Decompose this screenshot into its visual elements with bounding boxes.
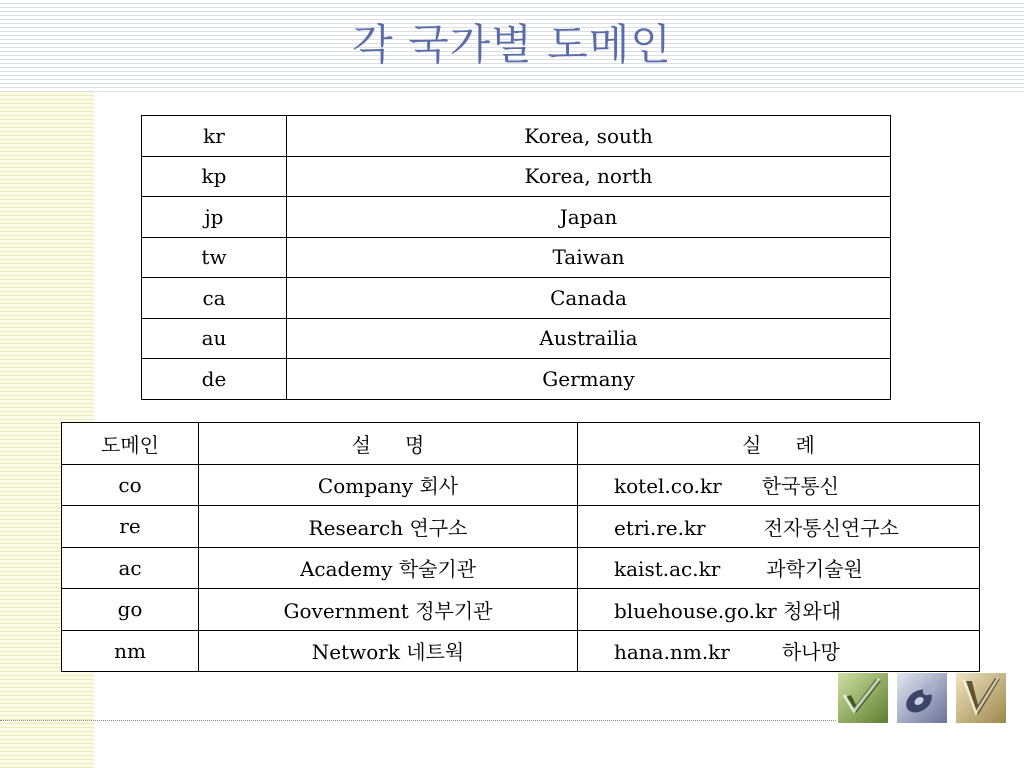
domain-code: nm [62,630,199,672]
domain-code: co [62,464,199,506]
country-code: kr [142,116,287,157]
desc-english: Academy [299,557,393,582]
example-domain: kaist.ac.kr [614,557,721,582]
domain-description [199,589,578,631]
table-row [142,197,891,238]
checkmark-tile-icon [838,673,888,723]
header-description [199,423,578,465]
domain-description [199,630,578,672]
country-code: au [142,318,287,359]
table-row [142,278,891,319]
domain-code: go [62,589,199,631]
country-name: Austrailia [287,318,891,359]
header-domain: 도메인 [62,423,199,465]
desc-korean: 회사 [419,474,459,499]
country-code: ca [142,278,287,319]
disc-tile-icon [897,673,947,723]
desc-english: Research [308,515,404,540]
header-ex-char-1: 실 [742,432,762,457]
domain-code: re [62,506,199,548]
country-name: Korea, south [287,116,891,157]
desc-english: Government [283,598,409,623]
country-code: jp [142,197,287,238]
domain-example [578,630,980,672]
domain-example [578,506,980,548]
slide-title: 각 국가별 도메인 [352,20,672,69]
table-row [62,547,980,589]
table-row [142,318,891,359]
country-code: kp [142,156,287,197]
example-domain: hana.nm.kr [614,640,730,665]
domain-description [199,464,578,506]
table-row [62,630,980,672]
desc-english: Company [317,474,414,499]
desc-korean: 연구소 [409,515,468,540]
table-row [62,506,980,548]
footer-dotted-divider [0,720,836,721]
table-row [142,156,891,197]
country-name: Taiwan [287,237,891,278]
country-name: Canada [287,278,891,319]
example-org: 전자통신연구소 [763,515,899,540]
domain-example [578,547,980,589]
domain-type-table [61,422,980,672]
table-header-row [62,423,980,465]
domain-code: ac [62,547,199,589]
example-org: 한국통신 [761,474,839,499]
country-domain-table [141,115,891,400]
table-row [142,359,891,400]
domain-description [199,506,578,548]
table-row [62,464,980,506]
country-name: Germany [287,359,891,400]
country-code: tw [142,237,287,278]
country-code: de [142,359,287,400]
domain-description [199,547,578,589]
header-ex-char-2: 례 [795,432,815,457]
country-name: Korea, north [287,156,891,197]
table-row [142,237,891,278]
example-domain: etri.re.kr [614,515,706,540]
table-row [142,116,891,157]
table-row [62,589,980,631]
country-name: Japan [287,197,891,238]
domain-example [578,464,980,506]
domain-example [578,589,980,631]
desc-korean: 학술기관 [398,557,477,582]
desc-korean: 정부기관 [415,598,493,623]
v-mark-tile-icon [956,673,1006,723]
header-example [578,423,980,465]
example-org: 하나망 [781,640,840,665]
desc-korean: 네트웍 [406,640,465,665]
example-domain: kotel.co.kr [614,474,722,499]
example-org: 과학기술원 [766,557,863,582]
example-org: 청와대 [783,598,842,623]
header-desc-char-1: 설 [351,432,371,457]
example-domain: bluehouse.go.kr [614,598,777,623]
desc-english: Network [311,640,400,665]
header-desc-char-2: 명 [405,432,425,457]
